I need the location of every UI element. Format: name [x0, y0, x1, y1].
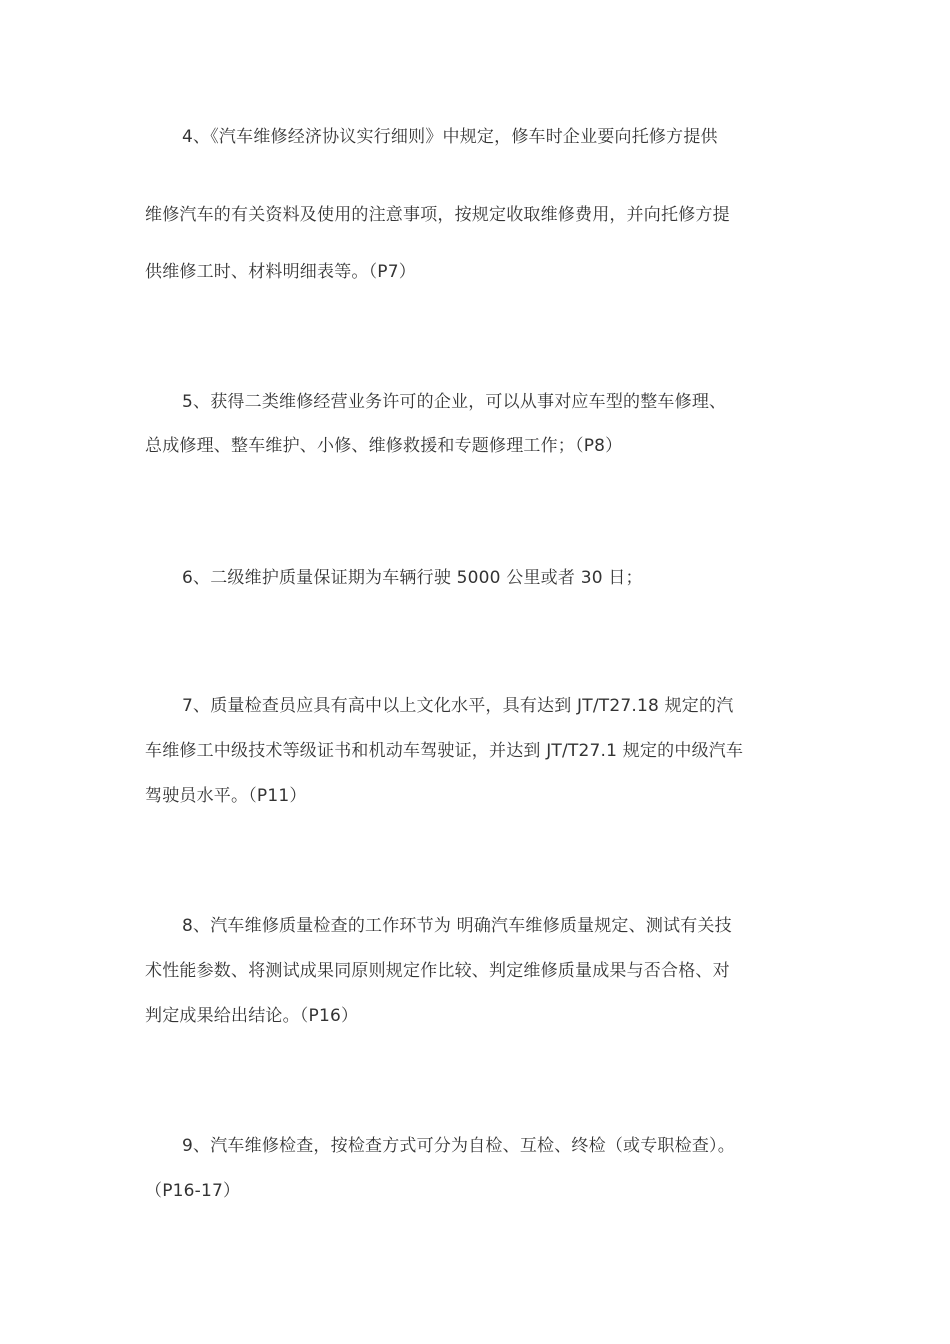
item-8-line-2: 术性能参数、将测试成果同原则规定作比较、判定维修质量成果与否合格、对 — [145, 961, 730, 981]
item-7-line-2: 车维修工中级技术等级证书和机动车驾驶证，并达到 JT/T27.1 规定的中级汽车 — [145, 741, 744, 761]
item-5-line-2: 总成修理、整车维护、小修、维修救援和专题修理工作；（P8） — [145, 436, 623, 456]
item-8-line-3: 判定成果给出结论。（P16） — [145, 1006, 359, 1026]
item-5-line-1: 5、获得二类维修经营业务许可的企业，可以从事对应车型的整车修理、 — [182, 392, 727, 412]
item-4-line-1: 4、《汽车维修经济协议实行细则》中规定，修车时企业要向托修方提供 — [182, 127, 718, 147]
item-7-line-3: 驾驶员水平。（P11） — [145, 786, 307, 806]
item-6-line-1: 6、二级维护质量保证期为车辆行驶 5000 公里或者 30 日； — [182, 568, 643, 588]
item-8-line-1: 8、汽车维修质量检查的工作环节为 明确汽车维修质量规定、测试有关技 — [182, 916, 732, 936]
item-9-line-2: （P16-17） — [145, 1181, 241, 1201]
item-9-line-1: 9、汽车维修检查，按检查方式可分为自检、互检、终检（或专职检查）。 — [182, 1136, 735, 1156]
item-4-line-2: 维修汽车的有关资料及使用的注意事项，按规定收取维修费用，并向托修方提 — [145, 205, 730, 225]
item-4-line-3: 供维修工时、材料明细表等。（P7） — [145, 262, 416, 282]
item-7-line-1: 7、质量检查员应具有高中以上文化水平，具有达到 JT/T27.18 规定的汽 — [182, 696, 734, 716]
